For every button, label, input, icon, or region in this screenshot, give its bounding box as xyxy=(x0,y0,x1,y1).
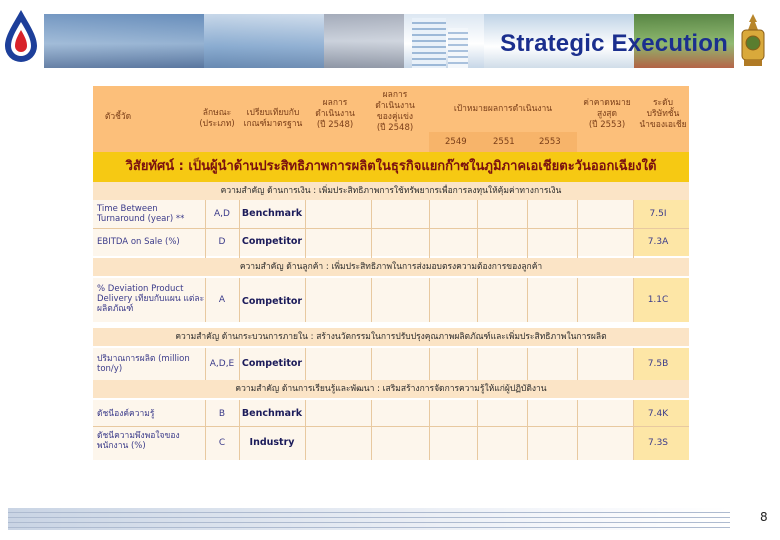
footer-bar xyxy=(8,508,730,530)
row-compare: Benchmark xyxy=(241,208,303,219)
row-target: 7.4K xyxy=(647,409,669,419)
header-expected: ค่าคาดหมาย สูงสุด (ปี 2553) xyxy=(583,98,631,130)
perspective-financial: ความสำคัญ ด้านการเงิน : เพิ่มประสิทธิภาพการใช้ทรัพยากรเพื่อการลงทุนให้คุ้มค่าทางการเงิน xyxy=(93,182,689,200)
row-indicator: ดัชนีองค์ความรู้ xyxy=(97,409,155,419)
page-number: 8 xyxy=(760,510,768,524)
row-compare: Industry xyxy=(249,437,295,448)
header-year-1: 2549 xyxy=(445,137,467,147)
row-indicator: EBITDA on Sale (%) xyxy=(97,237,180,247)
row-indicator: ดัชนีความพึงพอใจของพนักงาน (%) xyxy=(97,431,180,451)
row-type: C xyxy=(218,438,226,448)
perspective-customer: ความสำคัญ ด้านลูกค้า : เพิ่มประสิทธิภาพในการส่งมอบตรงความต้องการของลูกค้า xyxy=(93,258,689,276)
row-compare: Competitor xyxy=(241,236,303,247)
table-row xyxy=(93,400,689,426)
table-row xyxy=(93,200,689,228)
row-target: 1.1C xyxy=(647,295,669,305)
royal-emblem-icon xyxy=(738,12,768,70)
row-type: A xyxy=(218,295,226,305)
row-target: 7.5B xyxy=(647,359,669,369)
header-rank: ระดับ บริษัทชั้น นำของเอเชีย xyxy=(639,98,687,130)
row-indicator: Time Between Turnaround (year) ** xyxy=(97,204,185,224)
row-type: B xyxy=(218,409,226,419)
row-compare: Competitor xyxy=(241,296,303,307)
header-year-2: 2551 xyxy=(493,137,515,147)
header-result-2548: ผลการ ดำเนินงาน (ปี 2548) xyxy=(315,98,355,130)
ptt-logo-icon xyxy=(2,8,40,66)
vision-banner: วิสัยทัศน์ : เป็นผู้นำด้านประสิทธิภาพการผลิตในธุรกิจแยกก๊าซในภูมิภาคเอเชียตะวันออกเฉียงใต้ xyxy=(93,152,689,182)
row-type: A,D xyxy=(214,209,230,219)
page-title: Strategic Execution xyxy=(500,30,728,57)
row-indicator: ปริมาณการผลิต (million ton/y) xyxy=(97,354,190,374)
header-target-range: เป้าหมายผลการดำเนินงาน xyxy=(453,104,553,114)
row-indicator: % Deviation Product Delivery เทียบกับแผน แต่ละผลิตภัณฑ์ xyxy=(97,284,205,314)
table-row xyxy=(93,426,689,460)
row-type: A,D,E xyxy=(209,359,235,369)
header-year-3: 2553 xyxy=(539,137,561,147)
row-compare: Benchmark xyxy=(241,408,303,419)
table-row xyxy=(93,278,689,322)
row-compare: Competitor xyxy=(241,358,303,369)
table-row xyxy=(93,348,689,380)
perspective-learning: ความสำคัญ ด้านการเรียนรู้และพัฒนา : เสริมสร้างการจัดการความรู้ให้แก่ผู้ปฏิบัติงาน xyxy=(93,380,689,398)
table-row xyxy=(93,228,689,256)
row-target: 7.3A xyxy=(647,237,669,247)
row-type: D xyxy=(218,237,226,247)
header-type: ลักษณะ (ประเภท) xyxy=(199,108,235,129)
header-indicator: ตัวชี้วัด xyxy=(104,112,132,122)
perspective-internal: ความสำคัญ ด้านกระบวนการภายใน : สร้างนวัตกรรมในการปรับปรุงคุณภาพผลิตภัณฑ์และเพิ่มประสิทธิภาพในการผลิต xyxy=(93,328,689,346)
header-compare: เปรียบเทียบกับ เกณฑ์มาตรฐาน xyxy=(243,108,303,129)
row-target: 7.3S xyxy=(647,438,669,448)
row-target: 7.5I xyxy=(649,209,667,219)
header-competitor-2548: ผลการ ดำเนินงาน ของคู่แข่ง (ปี 2548) xyxy=(375,90,415,133)
table-header xyxy=(93,86,689,152)
kpi-table xyxy=(93,86,689,460)
